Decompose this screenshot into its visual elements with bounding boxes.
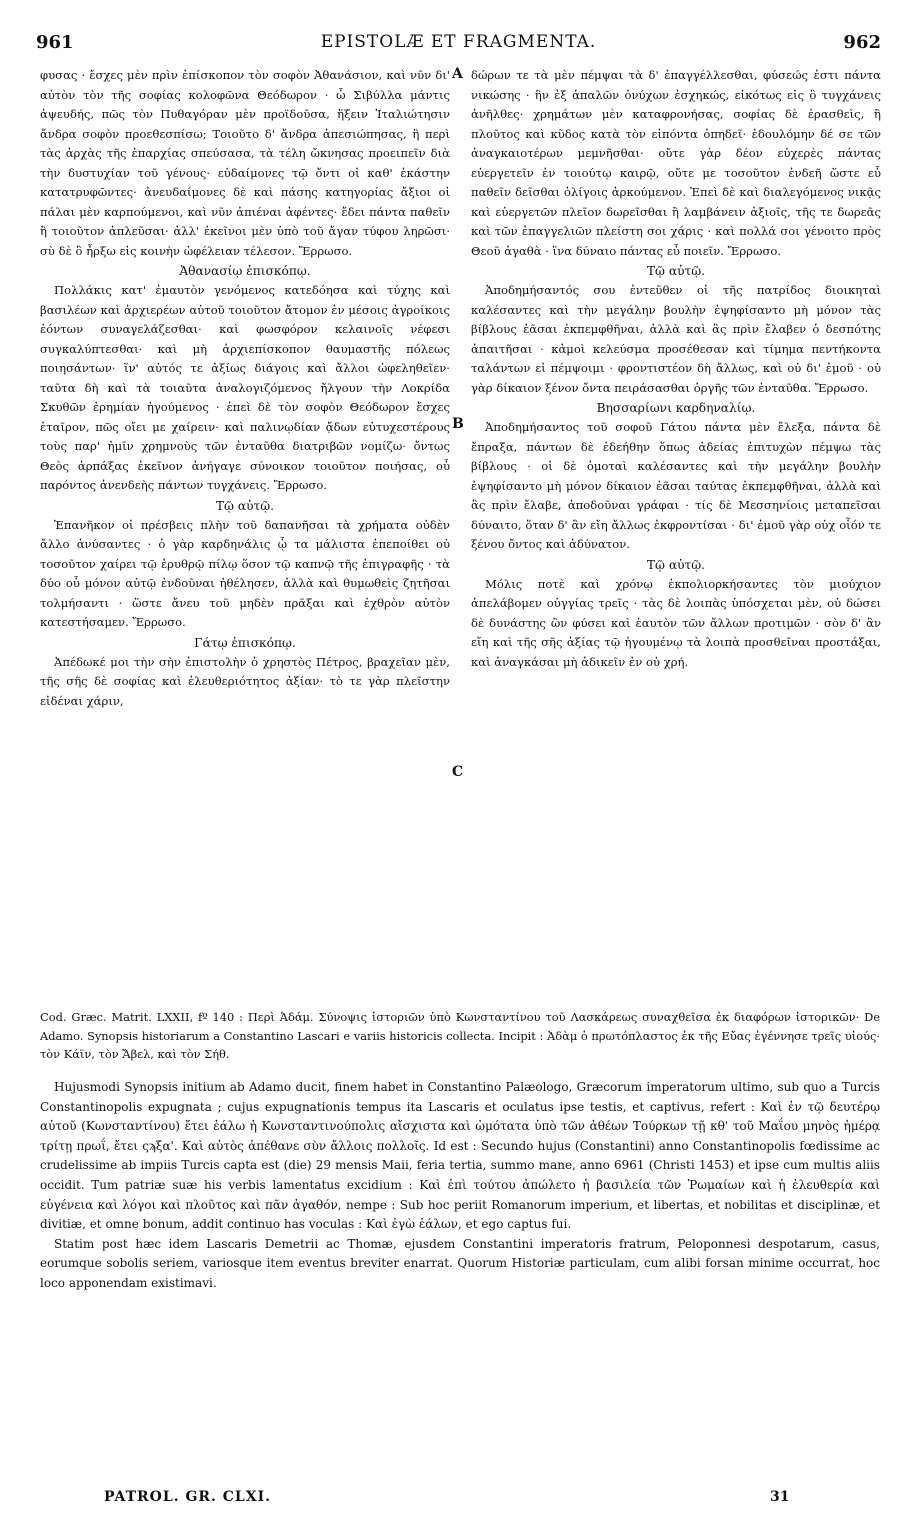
paragraph: Ἀπέδωκέ μοι τὴν σὴν ἐπιστολὴν ὁ χρηστὸς Πέτρος, βραχεῖαν μὲν, τῆς σῆς δὲ σοφίας καὶ ἐλευθεριότητος ἀξίαν· τὸ τε γὰρ πλεῖστην εἰδέναι χάριν, [40,654,450,708]
letter-heading: Ἀθανασίῳ ἐπισκόπῳ. [179,264,311,278]
commentary-paragraph: Statim post hæc idem Lascaris Demetrii ac Thomæ, ejusdem Constantini imperatoris fratrum, Peloponnesi despotarum, casus, eorumque sobolis seriem, variosque item eventus breviter enarrat. Quorum Historiæ particulam, cum alibi forsan minime occurrat, hoc loco apponendam existimavi. [40,1236,880,1290]
letter-heading: Γάτῳ ἐπισκόπῳ. [194,635,296,650]
footer-signature: 31 [770,1489,790,1505]
paragraph: φυσας · ἔσχες μὲν πρὶν ἐπίσκοπον τὸν σοφὸν Ἀθανάσιον, καὶ νῦν δι' αὐτὸν τὸν τῆς σοφίας κολοφῶνα Θεόδωρον · ὦ Σιβύλλα μάντις ἀψευδής, πῶς τὸν Πυθαγόραν μὲν προϊδοῦσα, ἥξειν Ἰταλιώτησιν ἄνδρα σοφὸν προεθεσπίσω; Τοιοῦτο δ' ἄνδρα ἀπεσιώπησας, ἢ περὶ τὰς ἀρχὰς τῆς ἐπαρχίας σπεύσασα, τὰ τέλη ὤκνησας προειπεῖν διὰ τὴν δυστυχίαν τοῦ γένους· εὐδαίμονες τῷ ὄντι οἱ καθ' ἑκάστην κατατρυφῶντες· ἀνευδαίμονες δὲ καὶ πάσης κατηγορίας ἄξιοι οἱ πάλαι μὲν καρπούμενοι, καὶ νῦν ἀπιέναι ἀφέντες· ἔδει πάντα παθεῖν ἢ τοιοῦτον ἀπλεῦσαι· ἀλλ' ἐκεῖνοι μὲν ὑπὸ τοῦ ἄγαν τύφου ληρῶσι· σὺ δὲ ὃ ἦρξω εἰς κοινὴν ὠφέλειαν τέλεσον. Ἔρρωσο. [40,68,450,258]
page-header [36,32,881,56]
right-column [471,66,881,672]
paragraph: δώρων τε τὰ μὲν πέμψαι τὰ δ' ἐπαγγέλλεσθαι, φύσεώς ἐστι πάντα νικώσης · ἣν ἐξ ἁπαλῶν ὀνύχων ἐσχηκώς, εἰκότως εἰς ὃ τυγχάνεις ἀνῆλθες· χρημάτων μὲν καταφρονήσας, σοφίας δὲ ἐρασθεὶς, ἢ πλοῦτος καὶ κῦδος κατὰ τὸν εἰπόντα ὀπηδεῖ· ἐδουλόμην δέ σε τῶν ἀναγκαιοτέρων μεμνῆσθαι· οὔτε γὰρ δέον εὐχερὲς πάντας εὐεργετεῖν ἐν τοιούτῳ καιρῷ, οὔτε με τοσοῦτον ἐνδεῆ ὥστε εὖ παθεῖν δεῖσθαι ὀλίγοις ἀρκούμενον. Ἐπεὶ δὲ καὶ διαλεγόμενος νικᾷς καὶ εὐεργετῶν πλεῖον δωρεῖσθαι ἢ λαμβάνειν ἀξιοῖς, τῆς τε δωρεᾶς καὶ τῶν ἐπαγγελιῶν πλείστη σοι χάρις · καὶ πολλά σοι γένοιτο πρὸς Θεοῦ ἀγαθὰ · ἵνα δύναιο πάντας εὖ ποιεῖν. Ἔρρωσο. [471,68,881,258]
letter-heading: Τῷ αὐτῷ. [646,264,706,278]
section-marker-b: B [452,416,464,432]
section-marker-c: C [452,764,464,780]
paragraph: Μόλις ποτὲ καὶ χρόνῳ ἐκπολιορκήσαντες τὸν μιούχιον ἀπελάβομεν οὐγγίας τρεῖς · τὰς δὲ λοιπὰς ὑπόσχεται μὲν, οὐ δώσει δὲ δυνάστης ὢν φύσει καὶ ἑαυτὸν τῶν ἄλλων προτιμῶν · σὸν δ' ἂν εἴη καὶ τῆς σῆς ἀξίας τῷ ἡγουμένῳ τὰ λοιπὰ προσθεῖναι προστάξαι, καὶ ἀναγκάσαι μὴ ἀδικεῖν ἐν οὐ χρή. [471,576,881,669]
codex-reference: Cod. Græc. Matrit. LXXII, fº 140 : Περὶ Ἀδάμ. Σύνοψις ἱστοριῶν ὑπὸ Κωνσταντίνου τοῦ Λασκάρεως συναχθεῖσα ἐκ διαφόρων ἱστορικῶν· De Adamo. Synopsis historiarum a Constantino Lascari e variis historicis collecta. Incipit : Ἀδὰμ ὁ πρωτόπλαστος ἐκ τῆς Εὔας ἐγέννησε τρεῖς υἱούς· τὸν Κάϊν, τὸν Ἄβελ, καὶ τὸν Σήθ. [40,1010,880,1062]
running-title: EPISTOLÆ ET FRAGMENTA. [320,32,597,52]
letter-heading: Τῷ αὐτῷ. [646,557,706,572]
left-column [40,66,450,711]
paragraph: Ἀποδημήσαντός σου ἐντεῦθεν οἱ τῆς πατρίδος διοικηταὶ καλέσαντες καὶ τὴν μεγάλην βουλὴν ἐψηφίσαντο μὴ μόνον τὰς βίβλους ἐᾶσαι ἐκπεμφθῆναι, ἀλλὰ καὶ ἃς πρὶν ἔλαβεν ὁ δεσπότης ἀπαιτῆσαι · κἀμοὶ κελεύσμα προσέθεσαν καὶ τίμημα πεντήκοντα ταλάντων εἰ πέμψοιμι · φροντιστέον δὴ ἄλλως, καὶ οὐ δι' ἐμοῦ · οὐ γὰρ δίκαιον ξένον ὄντα πειράσασθαι ὀργῆς τῶν ἐνταῦθα. Ἔρρωσο. [471,283,881,395]
paragraph: Ἀποδημήσαντος τοῦ σοφοῦ Γάτου πάντα μὲν ἔλεξα, πάντα δὲ ἔπραξα, πάντων δὲ ἐδεήθην ὅπως ἀδείας ἐπιτυχὼν πέμψω τὰς βίβλους · οἱ δὲ ὁμοταὶ καλέσαντες καὶ τὴν μεγάλην βουλὴν ἐψηφίσαντο μὴ μόνον δίκαιον ἐᾶσαι ταύτας ἐκπεμφθῆναι, ἀλλὰ καὶ ἃς πρὶν ἔλαβε, ἀποδοῦναι γράφαι · τίς δὲ Μεσσηνίοις μεταπεῖσαι δύναιτο, ὅταν δ' ἂν εἴη ἄλλως ἐκφροντίσαι · δι' ἐμοῦ γὰρ οὐχ οἷόν τε ξένου ὄντος καὶ ἀδύνατον. [471,420,881,551]
letter-heading: Τῷ αὐτῷ. [215,498,275,513]
paragraph: Πολλάκις κατ' ἐμαυτὸν γενόμενος κατεδόησα καὶ τύχης καὶ βασιλέων καὶ ἀρχιερέων αὐτοῦ τοιοῦτον ἄτομον ἐν μέσοις ἀγροίκοις ἐόντων συναγελάζεσθαι· καὶ φωσφόρον κελαινοῖς νέφεσι συγκαλύπτεσθαι· καὶ μὴ ἀρχιεπίσκοπον θαυμαστῆς πόλεως ποιησάντων· ἵν' αὐτός τε ἀξίως διάγοις καὶ ἄλλοι ὠφεληθεῖεν· ταῦτα δὴ καὶ τὰ τοιαῦτα ἀναλογιζόμενος ἤλγουν τὴν Λοκρίδα Σκυθῶν ἐρημίαν ἡγούμενος · ἐπεὶ δὲ τὸν σοφὸν Θεόδωρον ἔσχες ἑταῖρον, πῶς οἴει με χαίρειν· καὶ παλινῳδίαν ᾄδων εὐτυχεστέρους τοὺς παρ' ἡμῖν χρημνοὺς τῶν ἐνταῦθα διατριβῶν νομίζω· ὄντως Θεὸς ἁρπάξας ἐκεῖνον ἀνήγαγε σύνοικον τοιοῦτον ποιήσας, οὗ παρόντος ἀνενδεὴς πάντων τυγχάνεις. Ἔρρωσο. [40,283,450,492]
page-number-right: 962 [843,32,881,53]
letter-heading: Βησσαρίωνι καρδηναλίῳ. [596,401,756,415]
paragraph: Ἐπανῆκον οἱ πρέσβεις πλὴν τοῦ δαπανῆσαι τὰ χρήματα οὐδὲν ἄλλο ἀνύσαντες · ὁ γὰρ καρδηνάλις ᾧ τα μάλιστα ἐπεποίθει οὐ τοσοῦτον χαίρει τῷ ἐρυθρῷ πίλῳ ὅσον τῷ καπνῷ τῆς ἐπιγραφῆς · τὰ δύο οὗ μόνον αὐτῷ ἐνδοῦναι ἠθέλησεν, ἀλλὰ καὶ θυμωθεὶς ζητῆσαι τολμήσαντι · ὥστε ἄνευ τοῦ μηδὲν πρᾶξαι καὶ ἐχθρὸν αὐτὸν κατεστήσαμεν. Ἔρρωσο. [40,517,450,629]
codex-note [40,1008,880,1064]
commentary-paragraph: Hujusmodi Synopsis initium ab Adamo ducit, finem habet in Constantino Palæologo, Græcorum imperatorum ultimo, sub quo a Turcis Constantinopolis expugnata ; cujus expugnationis tempus ita Lascaris et oculatus ipse testis, et captivus, refert : Καὶ ἐν τῷ δευτέρῳ αὐτοῦ (Κωνσταντίνου) ἔτει ἑάλω ἡ Κωνσταντινούπολις αἴσχιστα καὶ ὠμότατα ὑπὸ τῶν ἀθέων Τούρκων τῇ κθ' τοῦ Μαΐου μηνὸς ἡμέρᾳ τρίτῃ πρωΐ, ἔτει ςϡξα'. Καὶ αὐτὸς ἀπέθανε σὺν ἄλλοις πολλοῖς. Id est : Secundo hujus (Constantini) anno Constantinopolis fœdissime ac crudelissime ab impiis Turcis capta est (die) 29 mensis Maii, feria tertia, summo mane, anno 6961 (Christi 1453) et ipse cum multis aliis occidit. Tum patriæ suæ his verbis lamentatus excidium : Καὶ ἐπὶ τούτου ἀπώλετο ἡ βασιλεία τῶν Ῥωμαίων καὶ ἡ ἐλευθερία καὶ εὐγένεια καὶ λόγοι καὶ πλοῦτος καὶ πᾶν ἀγαθόν, nempe : Sub hoc periit Romanorum imperium, et libertas, et nobilitas et disciplinæ, et divitiæ, et omne bonum, addit continuo has voculas : Καὶ ἐγὼ ἑάλων, et ego captus fui. [40,1080,880,1232]
commentary [40,1078,880,1294]
section-marker-a: A [452,66,463,82]
page-number-left: 961 [36,32,74,53]
footer-series: PATROL. GR. CLXI. [104,1489,272,1505]
